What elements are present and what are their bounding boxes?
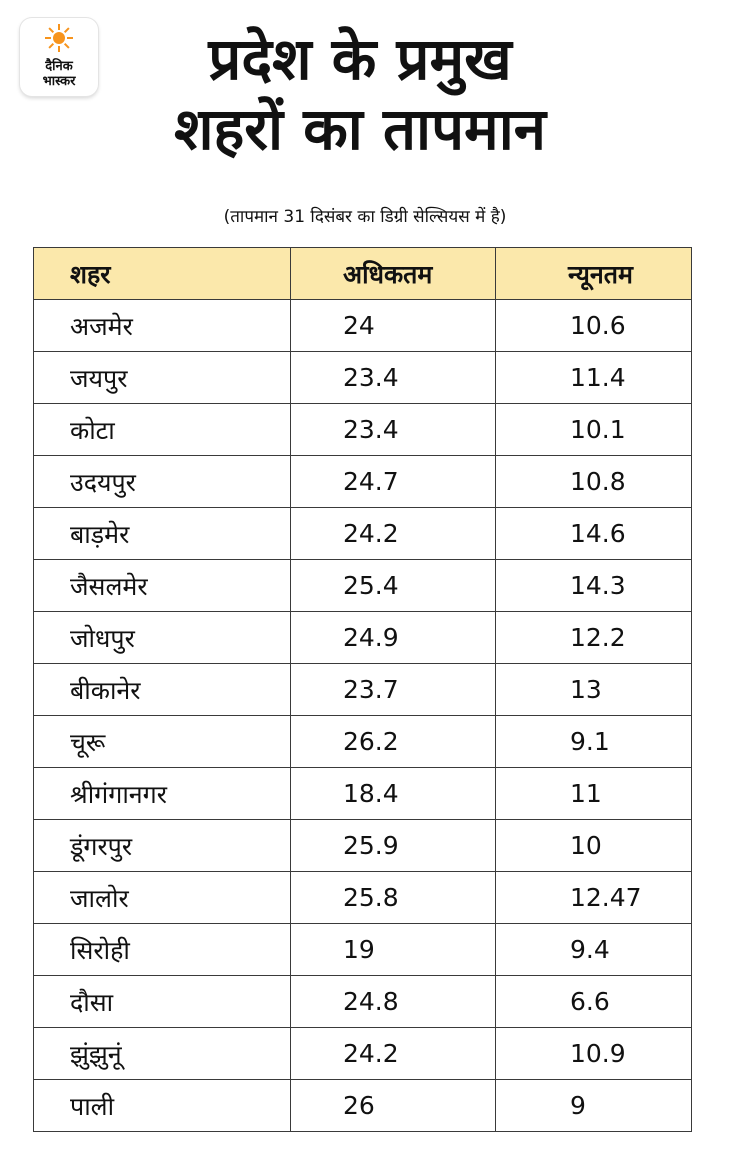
table-row [34, 404, 692, 456]
max-temp-cell: 24.7 [291, 456, 496, 508]
max-temp-cell: 24.9 [291, 612, 496, 664]
min-temp-cell: 10.8 [496, 456, 692, 508]
max-temp-cell: 19 [291, 924, 496, 976]
min-temp-cell: 9.4 [496, 924, 692, 976]
min-temp-cell: 10.9 [496, 1028, 692, 1080]
max-temp-cell: 24.8 [291, 976, 496, 1028]
header-city: शहर [34, 248, 291, 300]
min-temp-cell: 11 [496, 768, 692, 820]
city-cell: चूरू [34, 716, 291, 768]
min-temp-cell: 10 [496, 820, 692, 872]
min-temp-cell: 12.2 [496, 612, 692, 664]
min-temp-cell: 9.1 [496, 716, 692, 768]
city-cell: दौसा [34, 976, 291, 1028]
max-temp-cell: 26.2 [291, 716, 496, 768]
max-temp-cell: 25.9 [291, 820, 496, 872]
table-row [34, 664, 692, 716]
table-row [34, 976, 692, 1028]
city-cell: उदयपुर [34, 456, 291, 508]
city-cell: जोधपुर [34, 612, 291, 664]
min-temp-cell: 12.47 [496, 872, 692, 924]
min-temp-cell: 11.4 [496, 352, 692, 404]
max-temp-cell: 24.2 [291, 1028, 496, 1080]
city-cell: डूंगरपुर [34, 820, 291, 872]
city-cell: झुंझुनूं [34, 1028, 291, 1080]
page-title-line1: प्रदेश के प्रमुख [208, 25, 512, 93]
min-temp-cell: 13 [496, 664, 692, 716]
table-row [34, 456, 692, 508]
city-cell: श्रीगंगानगर [34, 768, 291, 820]
brand-name-line1: दैनिक [45, 59, 73, 74]
table-row [34, 352, 692, 404]
max-temp-cell: 23.4 [291, 404, 496, 456]
min-temp-cell: 10.6 [496, 300, 692, 352]
city-cell: कोटा [34, 404, 291, 456]
table-row [34, 1080, 692, 1132]
city-cell: बीकानेर [34, 664, 291, 716]
table-row [34, 612, 692, 664]
table-header-row [34, 248, 692, 300]
min-temp-cell: 14.6 [496, 508, 692, 560]
table-row [34, 768, 692, 820]
city-cell: जैसलमेर [34, 560, 291, 612]
min-temp-cell: 9 [496, 1080, 692, 1132]
city-cell: सिरोही [34, 924, 291, 976]
table-row [34, 820, 692, 872]
table-row [34, 508, 692, 560]
min-temp-cell: 6.6 [496, 976, 692, 1028]
page-title [100, 24, 620, 164]
table-row [34, 1028, 692, 1080]
max-temp-cell: 25.8 [291, 872, 496, 924]
table-row [34, 716, 692, 768]
city-cell: जयपुर [34, 352, 291, 404]
table-row [34, 560, 692, 612]
city-cell: जालोर [34, 872, 291, 924]
max-temp-cell: 24.2 [291, 508, 496, 560]
min-temp-cell: 14.3 [496, 560, 692, 612]
temperature-table [33, 247, 692, 1132]
city-cell: बाड़मेर [34, 508, 291, 560]
page-title-line2: शहरों का तापमान [174, 95, 546, 163]
header-max-temp: अधिकतम [291, 248, 496, 300]
brand-logo [20, 18, 98, 96]
sun-icon [45, 24, 73, 52]
max-temp-cell: 18.4 [291, 768, 496, 820]
city-cell: अजमेर [34, 300, 291, 352]
max-temp-cell: 26 [291, 1080, 496, 1132]
header-min-temp: न्यूनतम [496, 248, 692, 300]
max-temp-cell: 23.7 [291, 664, 496, 716]
table-row [34, 300, 692, 352]
page-subtitle: (तापमान 31 दिसंबर का डिग्री सेल्सियस में है) [223, 207, 507, 227]
min-temp-cell: 10.1 [496, 404, 692, 456]
city-cell: पाली [34, 1080, 291, 1132]
max-temp-cell: 23.4 [291, 352, 496, 404]
max-temp-cell: 24 [291, 300, 496, 352]
brand-name-line2: भास्कर [42, 74, 76, 89]
max-temp-cell: 25.4 [291, 560, 496, 612]
table-row [34, 924, 692, 976]
table-row [34, 872, 692, 924]
